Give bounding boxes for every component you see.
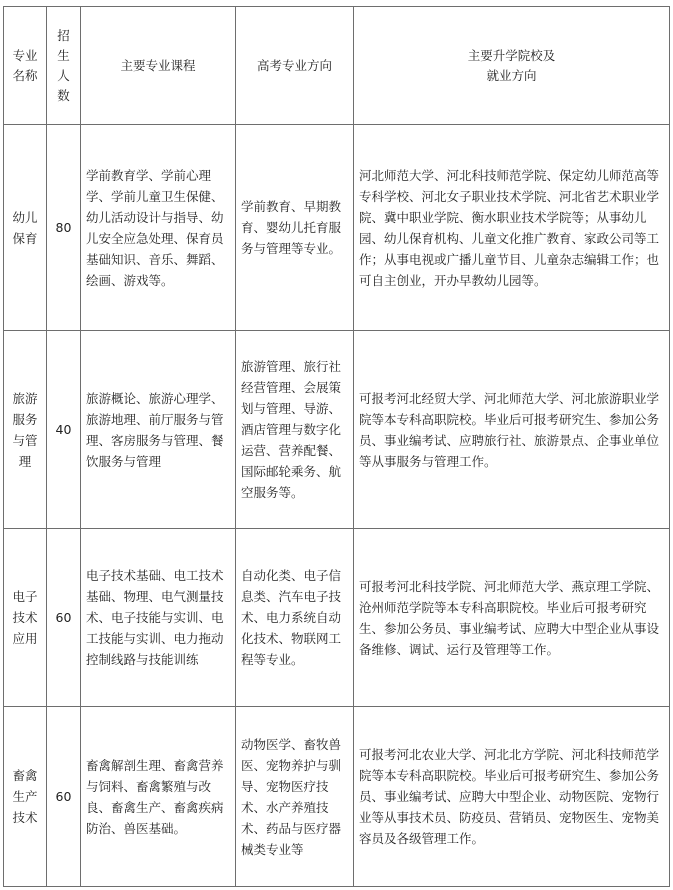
header-enrollment: 招生人数 <box>47 7 81 125</box>
cell-major-name: 电子技术应用 <box>4 529 47 707</box>
table-row <box>4 125 670 331</box>
cell-courses: 旅游概论、旅游心理学、旅游地理、前厅服务与管理、客房服务与管理、餐饮服务与管理 <box>81 331 236 529</box>
cell-enrollment: 80 <box>47 125 81 331</box>
table-row <box>4 331 670 529</box>
cell-career: 可报考河北经贸大学、河北师范大学、河北旅游职业学院等本专科高职院校。毕业后可报考研究生、参加公务员、事业编考试、应聘旅行社、旅游景点、企事业单位等从事服务与管理工作。 <box>354 331 670 529</box>
cell-enrollment: 60 <box>47 529 81 707</box>
cell-major-name: 旅游服务与管理 <box>4 331 47 529</box>
table-row <box>4 707 670 887</box>
cell-major-name: 幼儿保育 <box>4 125 47 331</box>
cell-courses: 电子技术基础、电工技术基础、物理、电气测量技术、电子技能与实训、电工技能与实训、电力拖动控制线路与技能训练 <box>81 529 236 707</box>
cell-gaokao-direction: 自动化类、电子信息类、汽车电子技术、电力系统自动化技术、物联网工程等专业。 <box>236 529 354 707</box>
cell-enrollment: 60 <box>47 707 81 887</box>
cell-courses: 畜禽解剖生理、畜禽营养与饲料、畜禽繁殖与改良、畜禽生产、畜禽疾病防治、兽医基础。 <box>81 707 236 887</box>
cell-courses: 学前教育学、学前心理学、学前儿童卫生保健、幼儿活动设计与指导、幼儿安全应急处理、保育员基础知识、音乐、舞蹈、绘画、游戏等。 <box>81 125 236 331</box>
cell-gaokao-direction: 旅游管理、旅行社经营管理、会展策划与管理、导游、酒店管理与数字化运营、营养配餐、国际邮轮乘务、航空服务等。 <box>236 331 354 529</box>
majors-table <box>3 6 670 887</box>
table-header-row <box>4 7 670 125</box>
header-gaokao-direction: 高考专业方向 <box>236 7 354 125</box>
cell-enrollment: 40 <box>47 331 81 529</box>
cell-gaokao-direction: 学前教育、早期教育、婴幼儿托育服务与管理等专业。 <box>236 125 354 331</box>
header-career: 主要升学院校及就业方向 <box>354 7 670 125</box>
cell-gaokao-direction: 动物医学、畜牧兽医、宠物养护与驯导、宠物医疗技术、水产养殖技术、药品与医疗器械类专业等 <box>236 707 354 887</box>
cell-career: 河北师范大学、河北科技师范学院、保定幼儿师范高等专科学校、河北女子职业技术学院、河北省艺术职业学院、冀中职业学院、衡水职业技术学院等；从事幼儿园、幼儿保育机构、儿童文化推广教育、家政公司等工作；从事电视或广播儿童节目、儿童杂志编辑工作；也可自主创业，开办早教幼儿园等。 <box>354 125 670 331</box>
cell-major-name: 畜禽生产技术 <box>4 707 47 887</box>
header-courses: 主要专业课程 <box>81 7 236 125</box>
cell-career: 可报考河北科技学院、河北师范大学、燕京理工学院、沧州师范学院等本专科高职院校。毕业后可报考研究生、参加公务员、事业编考试、应聘大中型企业从事设备维修、调试、运行及管理等工作。 <box>354 529 670 707</box>
header-major-name: 专业名称 <box>4 7 47 125</box>
cell-career: 可报考河北农业大学、河北北方学院、河北科技师范学院等本专科高职院校。毕业后可报考研究生、参加公务员、事业编考试、应聘大中型企业、动物医院、宠物行业等从事技术员、防疫员、营销员、宠物医生、宠物美容员及各级管理工作。 <box>354 707 670 887</box>
table-row <box>4 529 670 707</box>
